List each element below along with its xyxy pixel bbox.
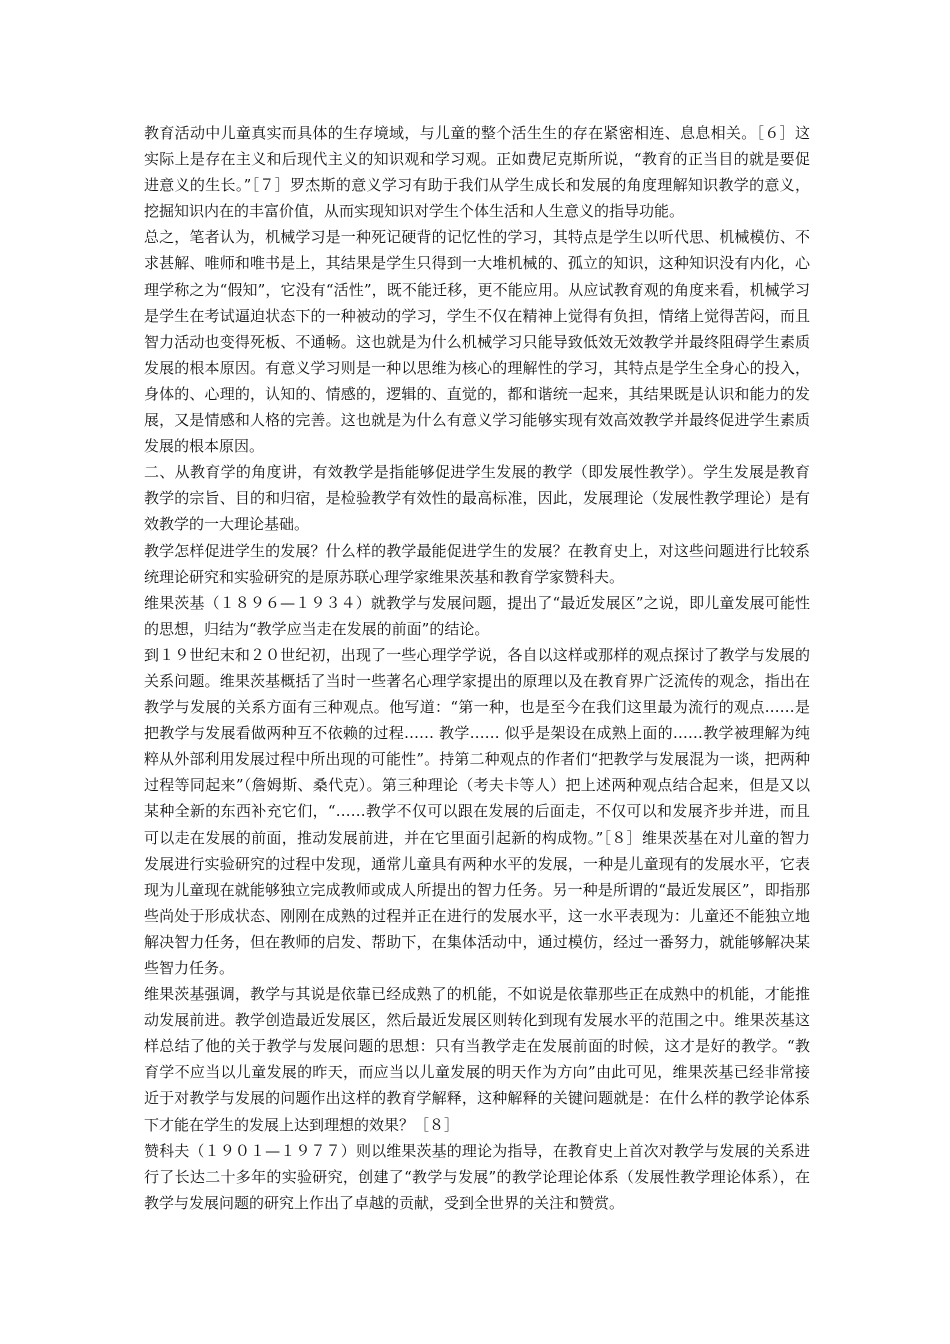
paragraph: 维果茨基强调，教学与其说是依靠已经成熟了的机能，不如说是依靠那些正在成熟中的机能，才能推动发展前进。教学创造最近发展区，然后最近发展区则转化到现有发展水平的范围之中。维果茨基这样总结了他的关于教学与发展问题的思想：只有当教学走在发展前面的时候，这才是好的教学。“教育学不应当以儿童发展的昨天，而应当以儿童发展的明天作为方向”由此可见，维果茨基已经非常接近于对教学与发展的问题作出这样的教育学解释，这种解释的关键问题就是：在什么样的教学论体系下才能在学生的发展上达到理想的效果？［８］: [144, 985, 810, 1134]
paragraph: 教育活动中儿童真实而具体的生存境域，与儿童的整个活生生的存在紧密相连、息息相关。［６］这实际上是存在主义和后现代主义的知识观和学习观。正如费尼克斯所说，“教育的正当目的就是要促进意义的生长。”［７］罗杰斯的意义学习有助于我们从学生成长和发展的角度理解知识教学的意义，挖掘知识内在的丰富价值，从而实现知识对学生个体生活和人生意义的指导功能。: [144, 124, 810, 221]
paragraph: 到１９世纪末和２０世纪初，出现了一些心理学学说，各自以这样或那样的观点探讨了教学与发展的关系问题。维果茨基概括了当时一些著名心理学家提出的原理以及在教育界广泛流传的观念，指出在教学与发展的关系方面有三种观点。他写道：“第一种，也是至今在我们这里最为流行的观点……是把教学与发展看做两种互不依赖的过程…… 教学…… 似乎是架设在成熟上面的……教学被理解为纯粹从外部利用发展过程中所出现的可能性”。持第二种观点的作者们“把教学与发展混为一谈，把两种过程等同起来”（詹姆斯、桑代克）。第三种理论（考夫卡等人）把上述两种观点结合起来，但是又以某种全新的东西补充它们，“……教学不仅可以跟在发展的后面走，不仅可以和发展齐步并进，而且可以走在发展的前面，推动发展前进，并在它里面引起新的构成物。”［８］维果茨基在对儿童的智力发展进行实验研究的过程中发现，通常儿童具有两种水平的发展，一种是儿童现有的发展水平，它表现为儿童现在就能够独立完成教师或成人所提出的智力任务。另一种是所谓的“最近发展区”，即指那些尚处于形成状态、刚刚在成熟的过程并正在进行的发展水平，这一水平表现为：儿童还不能独立地解决智力任务，但在教师的启发、帮助下，在集体活动中，通过模仿，经过一番努力，就能够解决某些智力任务。: [144, 645, 810, 977]
paragraph: 赞科夫（１９０１—１９７７）则以维果茨基的理论为指导，在教育史上首次对教学与发展的关系进行了长达二十多年的实验研究，创建了“教学与发展”的教学论理论体系（发展性教学理论体系），在教学与发展问题的研究上作出了卓越的贡献，受到全世界的关注和赞赏。: [144, 1141, 810, 1212]
paragraph: 维果茨基（１８９６—１９３４）就教学与发展问题，提出了“最近发展区”之说，即儿童发展可能性的思想，归结为“教学应当走在发展的前面”的结论。: [144, 593, 810, 638]
paragraph: 总之，笔者认为，机械学习是一种死记硬背的记忆性的学习，其特点是学生以听代思、机械模仿、不求甚解、唯师和唯书是上，其结果是学生只得到一大堆机械的、孤立的知识，这种知识没有内化，心理学称之为“假知”，它没有“活性”，既不能迁移，更不能应用。从应试教育观的角度来看，机械学习是学生在考试逼迫状态下的一种被动的学习，学生不仅在精神上觉得有负担，情绪上觉得苦闷，而且智力活动也变得死板、不通畅。这也就是为什么机械学习只能导致低效无效教学并最终阻碍学生素质发展的根本原因。有意义学习则是一种以思维为核心的理解性的学习，其特点是学生全身心的投入，身体的、心理的，认知的、情感的，逻辑的、直觉的，都和谐统一起来，其结果既是认识和能力的发展，又是情感和人格的完善。这也就是为什么有意义学习能够实现有效高效教学并最终促进学生素质发展的根本原因。: [144, 228, 810, 456]
document-body: [144, 120, 810, 1216]
paragraph: 教学怎样促进学生的发展？什么样的教学最能促进学生的发展？在教育史上，对这些问题进行比较系统理论研究和实验研究的是原苏联心理学家维果茨基和教育学家赞科夫。: [144, 541, 810, 586]
paragraph: 二、从教育学的角度讲，有效教学是指能够促进学生发展的教学（即发展性教学）。学生发展是教育教学的宗旨、目的和归宿，是检验教学有效性的最高标准，因此，发展理论（发展性教学理论）是有效教学的一大理论基础。: [144, 463, 810, 534]
